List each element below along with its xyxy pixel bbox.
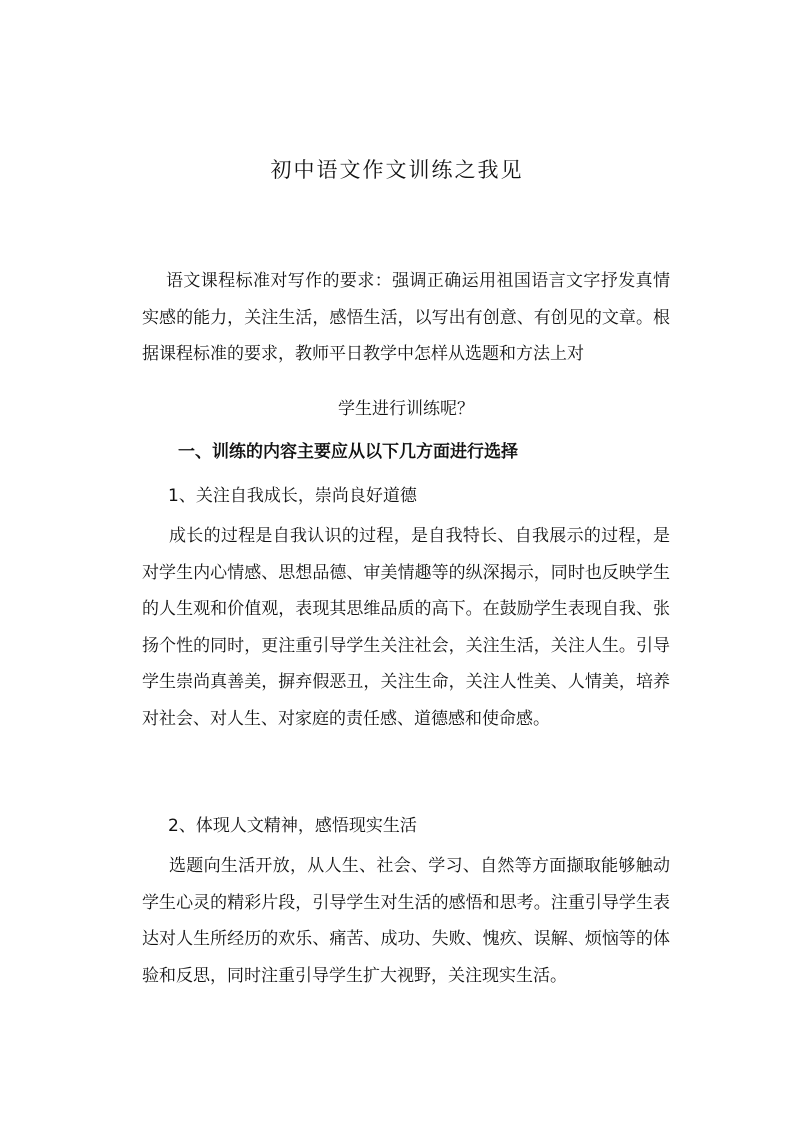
document-title: 初中语文作文训练之我见 [270,158,524,182]
subsection-paragraph-1: 成长的过程是自我认识的过程，是自我特长、自我展示的过程，是对学生内心情感、思想品德、审美情趣等的纵深揭示，同时也反映学生的人生观和价值观，表现其思维品质的高下。在鼓励学生表现自我、张扬个性的同时，更注重引导学生关注社会，关注生活，关注人生。引导学生崇尚真善美，摒弃假恶丑，关注生命，关注人性美、人情美，培养对社会、对人生、对家庭的责任感、道德感和使命感。 [142,526,670,729]
subsection-heading-1: 1、关注自我成长，崇尚良好道德 [168,486,417,506]
subsection-heading-2: 2、体现人文精神，感悟现实生活 [168,816,417,836]
intro-paragraph-end: 学生进行训练呢？ [338,399,474,419]
subsection-paragraph-2: 选题向生活开放，从人生、社会、学习、自然等方面撷取能够触动学生心灵的精彩片段，引导学生对生活的感悟和思考。注重引导学生表达对人生所经历的欢乐、痛苦、成功、失败、愧疚、误解、烦恼等的体验和反思，同时注重引导学生扩大视野，关注现实生活。 [142,856,670,986]
section-heading-1: 一、训练的内容主要应从以下几方面进行选择 [178,442,518,462]
intro-paragraph: 语文课程标准对写作的要求：强调正确运用祖国语言文字抒发真情实感的能力，关注生活，感悟生活，以写出有创意、有创见的文章。根据课程标准的要求，教师平日教学中怎样从选题和方法上对 [142,271,670,364]
